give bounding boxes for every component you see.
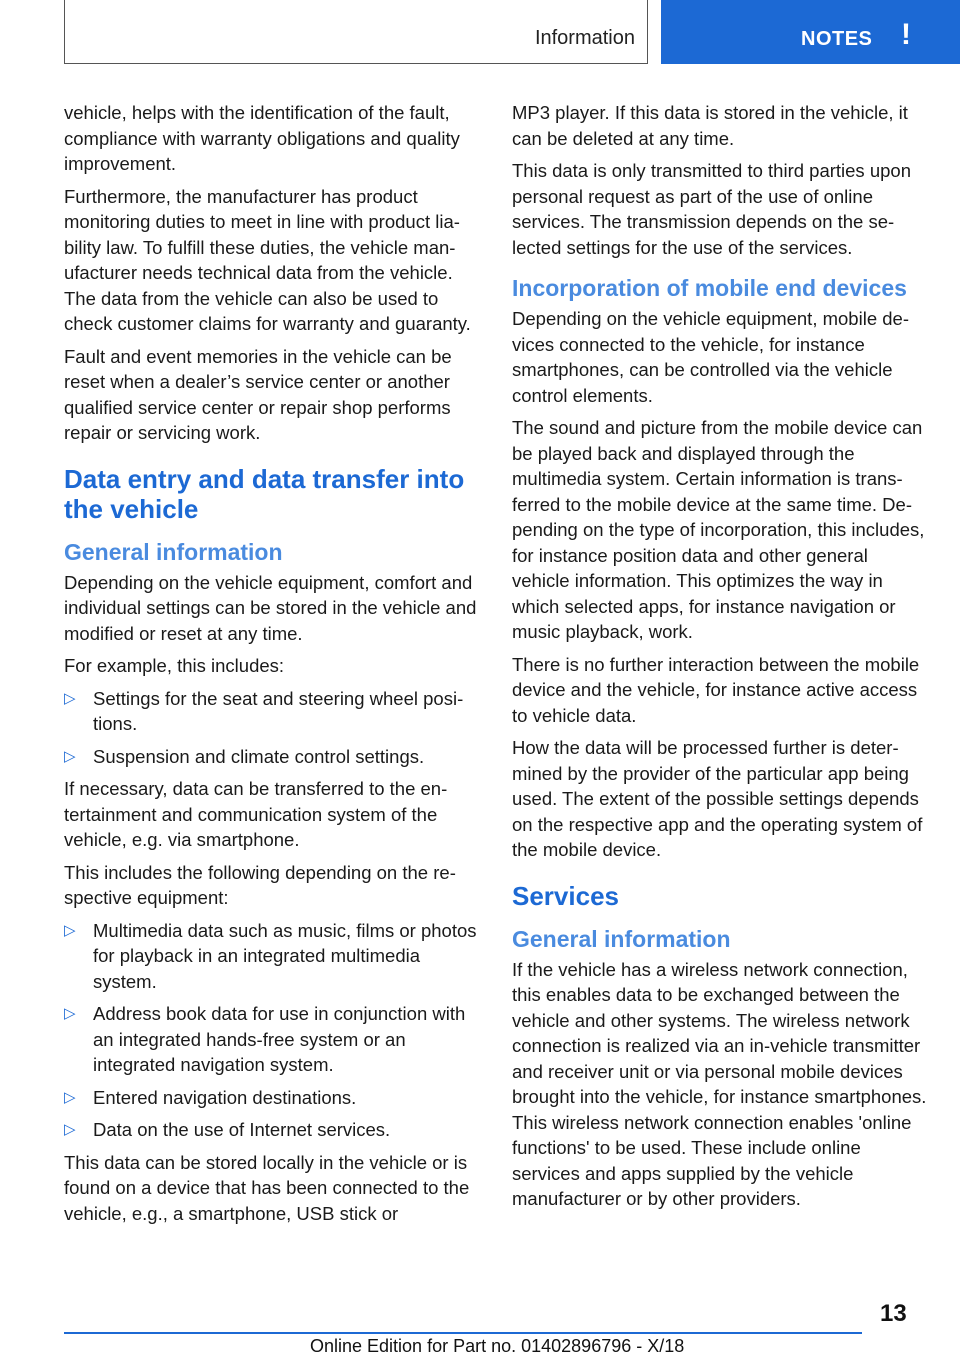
footer-edition: Online Edition for Part no. 01402896796 - X/18 xyxy=(310,1336,685,1356)
triangle-right-icon: ▷ xyxy=(64,1121,76,1138)
list-item: ▷ Entered navigation destinations. xyxy=(64,1085,484,1111)
right-column xyxy=(512,100,930,1219)
paragraph: How the data will be processed further is determined by the provider of the particular app being used. The extent of the possible settings depends on the respective app and the operating system of the mobile device. xyxy=(512,737,923,860)
paragraph: If necessary, data can be transferred to the entertainment and communication system of the vehicle, e.g. via smartphone. xyxy=(64,778,448,850)
page-number: 13 xyxy=(880,1300,907,1327)
subsection-heading: Incorporation of mobile end devices xyxy=(512,275,907,301)
paragraph: MP3 player. If this data is stored in the vehicle, it can be deleted at any time. xyxy=(512,102,908,149)
list-item: ▷ Address book data for use in conjunction with an integrated hands-free system or an integrated navigation system. xyxy=(64,1003,466,1075)
triangle-right-icon: ▷ xyxy=(64,921,76,939)
triangle-right-icon: ▷ xyxy=(64,1088,76,1106)
paragraph: For example, this includes: xyxy=(64,655,285,676)
paragraph: This data is only transmitted to third parties upon personal request as part of the use of online services. The transmission depends on the selected settings for the use of the services. xyxy=(512,160,911,258)
paragraph: Fault and event memories in the vehicle can be reset when a dealer’s service center or another qualified service center or repair shop performs repair or servicing work. xyxy=(64,345,452,443)
bullet-list xyxy=(64,686,484,770)
paragraph: Depending on the vehicle equipment, comfort and individual settings can be stored in the vehicle and modified or reset at any time. xyxy=(64,571,477,644)
paragraph: Furthermore, the manufacturer has product monitoring duties to meet in line with product liability law. To fulfill these duties, the vehicle manufacturer needs technical data from the vehicle. The data from the vehicle can also be used to check customer claims for warranty and guaranty. xyxy=(64,185,471,334)
paragraph: There is no further interaction between the mobile device and the vehicle, for instance active access to vehicle data. xyxy=(512,653,920,726)
paragraph: This includes the following depending on the respective equipment: xyxy=(64,861,456,908)
exclamation-icon: ! xyxy=(901,18,911,51)
left-column xyxy=(64,100,484,1233)
header-notes-tab xyxy=(661,0,960,64)
list-item: ▷ Suspension and climate control settings. xyxy=(64,744,484,770)
footer-divider xyxy=(64,1332,862,1334)
list-item: ▷ Multimedia data such as music, films or photos for playback in an integrated multimedia system. xyxy=(64,919,477,992)
paragraph: The sound and picture from the mobile device can be played back and displayed through the multimedia system. Certain information is transferred to the mobile device at the same time. Depending on the type of incorporation, this includes, for instance position data and other general vehicle information. This optimizes the way in which selected apps, for instance navigation or music playback, work. xyxy=(512,417,925,642)
list-item: ▷ Data on the use of Internet services. xyxy=(64,1117,484,1143)
subsection-heading: General information xyxy=(64,538,283,565)
paragraph: vehicle, helps with the identification of the fault, compliance with warranty obligations and quality improvement. xyxy=(64,102,460,174)
paragraph: Depending on the vehicle equipment, mobile devices connected to the vehicle, for instance smartphones, can be controlled via the vehicle control elements. xyxy=(512,308,909,406)
triangle-right-icon: ▷ xyxy=(64,747,76,765)
subsection-heading: General information xyxy=(512,925,731,952)
header-section-title: Information xyxy=(534,27,635,49)
section-heading: Services xyxy=(512,880,619,911)
header-notes-label: NOTES xyxy=(801,28,873,50)
paragraph: This data can be stored locally in the vehicle or is found on a device that has been connected to the vehicle, e.g., a smartphone, USB stick or xyxy=(64,1151,470,1224)
triangle-right-icon: ▷ xyxy=(64,689,76,707)
bullet-list xyxy=(64,918,484,1143)
paragraph: If the vehicle has a wireless network connection, this enables data to be exchanged between the vehicle and other systems. The wireless network connection is realized via an in-vehicle transmitter and receiver unit or via personal mobile devices brought into the vehicle, for instance smartphones. This wireless network connection enables 'online functions' to be used. These include online services and apps supplied by the vehicle manufacturer or by other providers. xyxy=(512,958,927,1209)
section-heading: Data entry and data transfer into the vehicle xyxy=(64,463,465,524)
triangle-right-icon: ▷ xyxy=(64,1005,76,1022)
header-section-box xyxy=(64,0,648,64)
list-item: ▷ Settings for the seat and steering wheel positions. xyxy=(64,687,464,734)
